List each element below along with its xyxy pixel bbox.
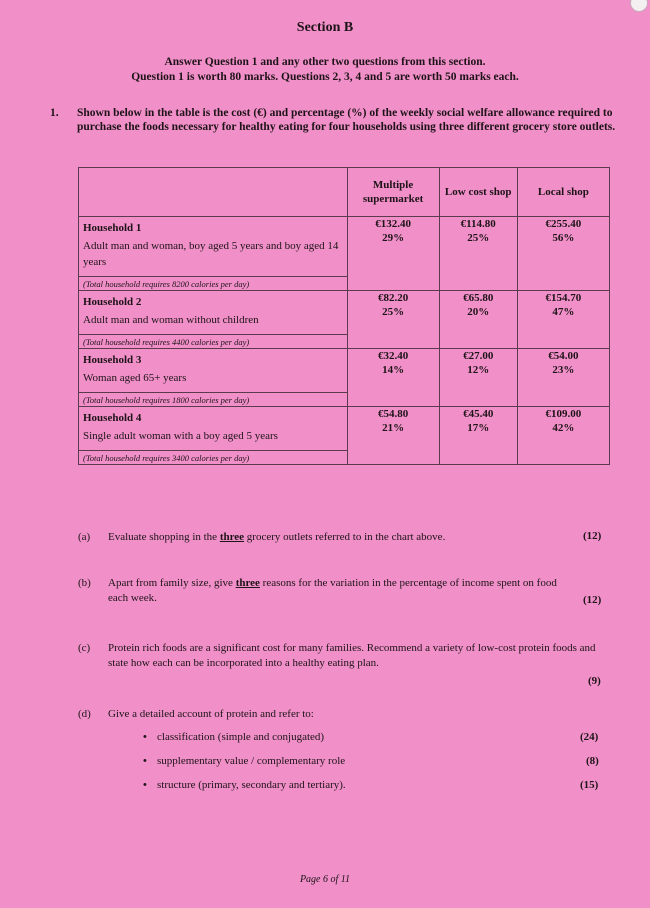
part-d: [78, 707, 608, 723]
header-multiple-supermarket: Multiple supermarket: [347, 168, 439, 217]
table-header-row: [79, 168, 610, 217]
table-row: [79, 291, 610, 349]
cost-cell: [439, 407, 517, 465]
cost-cell: [517, 217, 609, 291]
household-calorie-note: (Total household requires 4400 calories per day): [79, 334, 347, 348]
percent-value: 42%: [552, 422, 575, 434]
cost-cell: [517, 291, 609, 349]
cost-cell: [517, 407, 609, 465]
part-d-label: (d): [78, 708, 91, 720]
household-description: Adult man and woman without children: [83, 314, 259, 326]
part-b-emphasis: three: [235, 577, 260, 589]
question-number: 1.: [50, 107, 59, 119]
section-title: Section B: [296, 20, 354, 35]
household-calorie-note: (Total household requires 3400 calories per day): [79, 450, 347, 464]
cost-cell: [347, 217, 439, 291]
percent-value: 56%: [552, 232, 575, 244]
part-a-text-end: grocery outlets referred to in the chart above.: [244, 531, 446, 543]
cost-value: €255.40: [545, 218, 582, 230]
page-footer: Page 6 of 11: [299, 874, 351, 885]
bullet-text: classification (simple and conjugated): [157, 731, 325, 743]
cost-value: €154.70: [545, 292, 582, 304]
corner-circle-icon: [630, 0, 648, 12]
part-c-marks: (9): [588, 675, 601, 687]
instructions: [0, 55, 650, 85]
part-d-bullet: [143, 779, 346, 791]
instruction-line-2: Question 1 is worth 80 marks. Questions 2, 3, 4 and 5 are worth 50 marks each.: [131, 71, 519, 83]
header-local-shop: Local shop: [517, 168, 609, 217]
percent-value: 29%: [382, 232, 405, 244]
part-b-text-end: reasons for the variation in the percentage of income spent on food each week.: [108, 577, 557, 604]
household-name: Household 1: [83, 222, 142, 234]
cost-cell: [347, 407, 439, 465]
percent-value: 23%: [552, 364, 575, 376]
header-blank: [79, 168, 348, 217]
part-d-bullet: [143, 755, 345, 767]
cost-table: [78, 167, 610, 465]
household-description: Adult man and woman, boy aged 5 years and boy aged 14 years: [83, 240, 339, 268]
bullet-icon: •: [143, 779, 147, 791]
percent-value: 20%: [467, 306, 490, 318]
bullet-text: structure (primary, secondary and tertiary).: [157, 779, 346, 791]
part-d-text: Give a detailed account of protein and refer to:: [108, 708, 314, 720]
part-d-bullet: [143, 731, 324, 743]
cost-cell: [439, 349, 517, 407]
cost-value: €132.40: [375, 218, 411, 230]
question-intro: Shown below in the table is the cost (€) and percentage (%) of the weekly social welfare allowance required to purchase the foods necessary for healthy eating for four households using three different grocery store outlets.: [77, 107, 616, 133]
part-c-text: Protein rich foods are a significant cost for many families. Recommend a variety of low-cost protein foods and state how each can be incorporated into a healthy eating plan.: [108, 642, 596, 669]
part-b-label: (b): [78, 577, 91, 589]
percent-value: 12%: [467, 364, 490, 376]
household-cell: [79, 349, 348, 407]
cost-value: €54.80: [377, 408, 409, 420]
household-cell: [79, 291, 348, 349]
cost-cell: [517, 349, 609, 407]
cost-value: €114.80: [460, 218, 496, 230]
cost-cell: [347, 291, 439, 349]
cost-value: €27.00: [463, 350, 494, 362]
part-b-text: [108, 576, 578, 606]
household-name: Household 4: [83, 412, 142, 424]
bullet-text: supplementary value / complementary role: [157, 755, 346, 767]
percent-value: 14%: [382, 364, 405, 376]
percent-value: 25%: [382, 306, 405, 318]
bullet-marks: (15): [580, 779, 599, 791]
bullet-icon: •: [143, 755, 147, 767]
part-a-marks: (12): [583, 530, 602, 542]
household-name: Household 2: [83, 296, 142, 308]
part-b: [78, 576, 608, 608]
table-row: [79, 349, 610, 407]
household-calorie-note: (Total household requires 8200 calories per day): [79, 276, 347, 290]
part-b-marks: (12): [583, 594, 602, 606]
part-b-text-start: Apart from family size, give: [108, 577, 236, 589]
part-a-emphasis: three: [219, 531, 245, 543]
percent-value: 47%: [552, 306, 575, 318]
cost-value: €32.40: [377, 350, 409, 362]
cost-cell: [439, 217, 517, 291]
bullet-icon: •: [143, 731, 147, 743]
household-description: Single adult woman with a boy aged 5 years: [83, 430, 278, 442]
percent-value: 17%: [467, 422, 490, 434]
cost-cell: [439, 291, 517, 349]
bullet-marks: (24): [580, 731, 599, 743]
household-name: Household 3: [83, 354, 142, 366]
household-cell: [79, 407, 348, 465]
part-c: [78, 641, 608, 673]
bullet-marks: (8): [586, 755, 599, 767]
part-a: [78, 530, 608, 546]
household-description: Woman aged 65+ years: [83, 372, 187, 384]
cost-value: €54.00: [548, 350, 579, 362]
cost-value: €82.20: [377, 292, 409, 304]
part-a-text: [108, 530, 548, 545]
cost-cell: [347, 349, 439, 407]
percent-value: 25%: [467, 232, 490, 244]
header-low-cost-shop: Low cost shop: [439, 168, 517, 217]
part-a-label: (a): [78, 531, 91, 543]
table-row: [79, 217, 610, 291]
household-calorie-note: (Total household requires 1800 calories per day): [79, 392, 347, 406]
instruction-line-1: Answer Question 1 and any other two questions from this section.: [164, 56, 486, 68]
part-c-label: (c): [78, 642, 91, 654]
part-a-text-start: Evaluate shopping in the: [108, 531, 220, 543]
percent-value: 21%: [382, 422, 405, 434]
cost-value: €45.40: [463, 408, 494, 420]
table-row: [79, 407, 610, 465]
cost-value: €109.00: [545, 408, 582, 420]
cost-value: €65.80: [463, 292, 494, 304]
household-cell: [79, 217, 348, 291]
